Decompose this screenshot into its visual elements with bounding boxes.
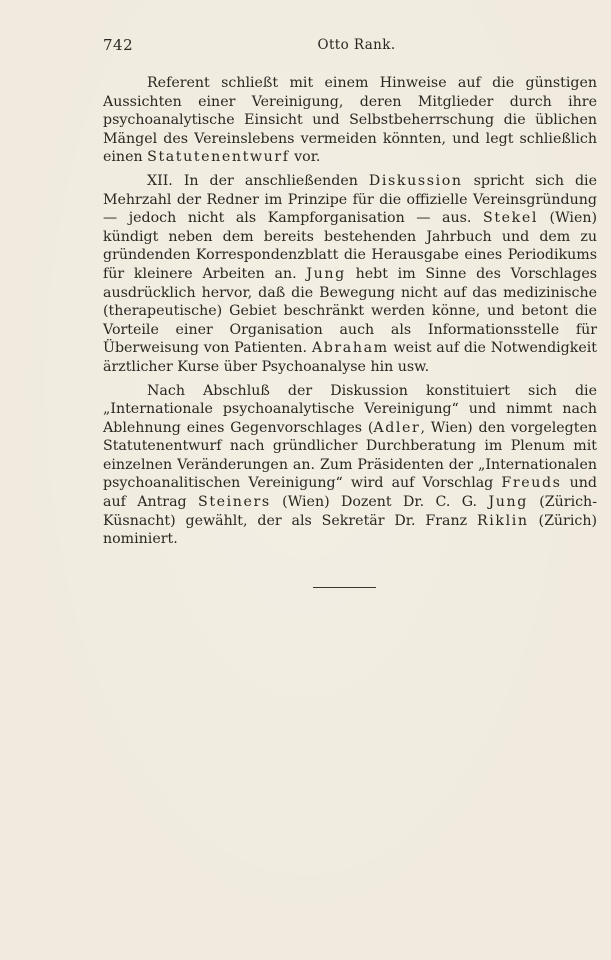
paragraph-abschluss [103,382,597,549]
spaced-name: Jung [306,265,346,282]
text-run: (Zürich-Küsnacht) gewählt, der als Sekretär Dr. Franz [103,494,597,529]
spaced-name: Riklin [477,512,529,529]
text-run: XII. In der anschließenden [147,172,369,189]
spaced-name: Adler [373,419,421,436]
spaced-name: Freuds [501,475,562,492]
text-run: vor. [289,149,321,166]
text-run: (Zürich) nominiert. [103,512,597,548]
spaced-term: Diskussion [368,172,463,189]
text-run: und auf Antrag [103,475,597,511]
body-text [103,74,597,554]
section-divider-rule [313,587,376,588]
paragraph-referent [103,74,597,167]
text-run: (Wien) Dozent Dr. C. G. [270,494,489,511]
spaced-name: Abraham [311,340,389,357]
text-run: Referent schließt mit einem Hinweise auf die günstigen Aussichten einer Vereinigung, deren Mitglieder durch ihre psychoanalytische Einsicht und Selbstbeherrschung die üblichen Mängel des Vereinslebens vermeiden könnten, und legt schließlich einen [103,75,597,166]
page-header [103,36,600,58]
text-run: (Wien) kündigt neben dem bereits bestehenden Jahrbuch und dem zu gründenden Korrespondenzblatt die Herausgabe eines Periodikums für kleinere Arbeiten an. [103,210,598,282]
text-run: , Wien) den vorgelegten Statutenentwurf nach gründlicher Durchberatung im Plenum mit einzelnen Veränderungen an. Zum Präsidenten der „Internationalen psychoanalitischen Vereinigung“ wird auf Vorschlag [103,419,597,492]
page-number: 742 [103,36,134,54]
running-head: Otto Rank. [317,37,396,53]
spaced-term: Statutenentwurf [147,149,290,166]
text-run: spricht sich die Mehrzahl der Redner im Prinzipe für die offizielle Vereinsgründung — jedoch nicht als Kampforganisation — aus. [103,172,597,227]
text-run: hebt im Sinne des Vorschlages ausdrücklich hervor, daß die Bewegung nicht auf das medizinische (therapeutische) Gebiet beschränkt werden könne, und betont die Vorteile einer Organisation auch als Informationsstelle für Überweisung von Patienten. [103,265,597,357]
spaced-name: Steiners [198,494,271,511]
spaced-name: Stekel [483,210,538,227]
text-run: weist auf die Notwendigkeit ärztlicher Kurse über Psychoanalyse hin usw. [103,340,597,375]
spaced-name: Jung [488,494,528,511]
text-run: Nach Abschluß der Diskussion konstituiert sich die „Internationale psychoanalytische Vereinigung“ und nimmt nach Ablehnung eines Gegenvorschlages ( [103,382,597,436]
paragraph-diskussion [103,172,597,377]
